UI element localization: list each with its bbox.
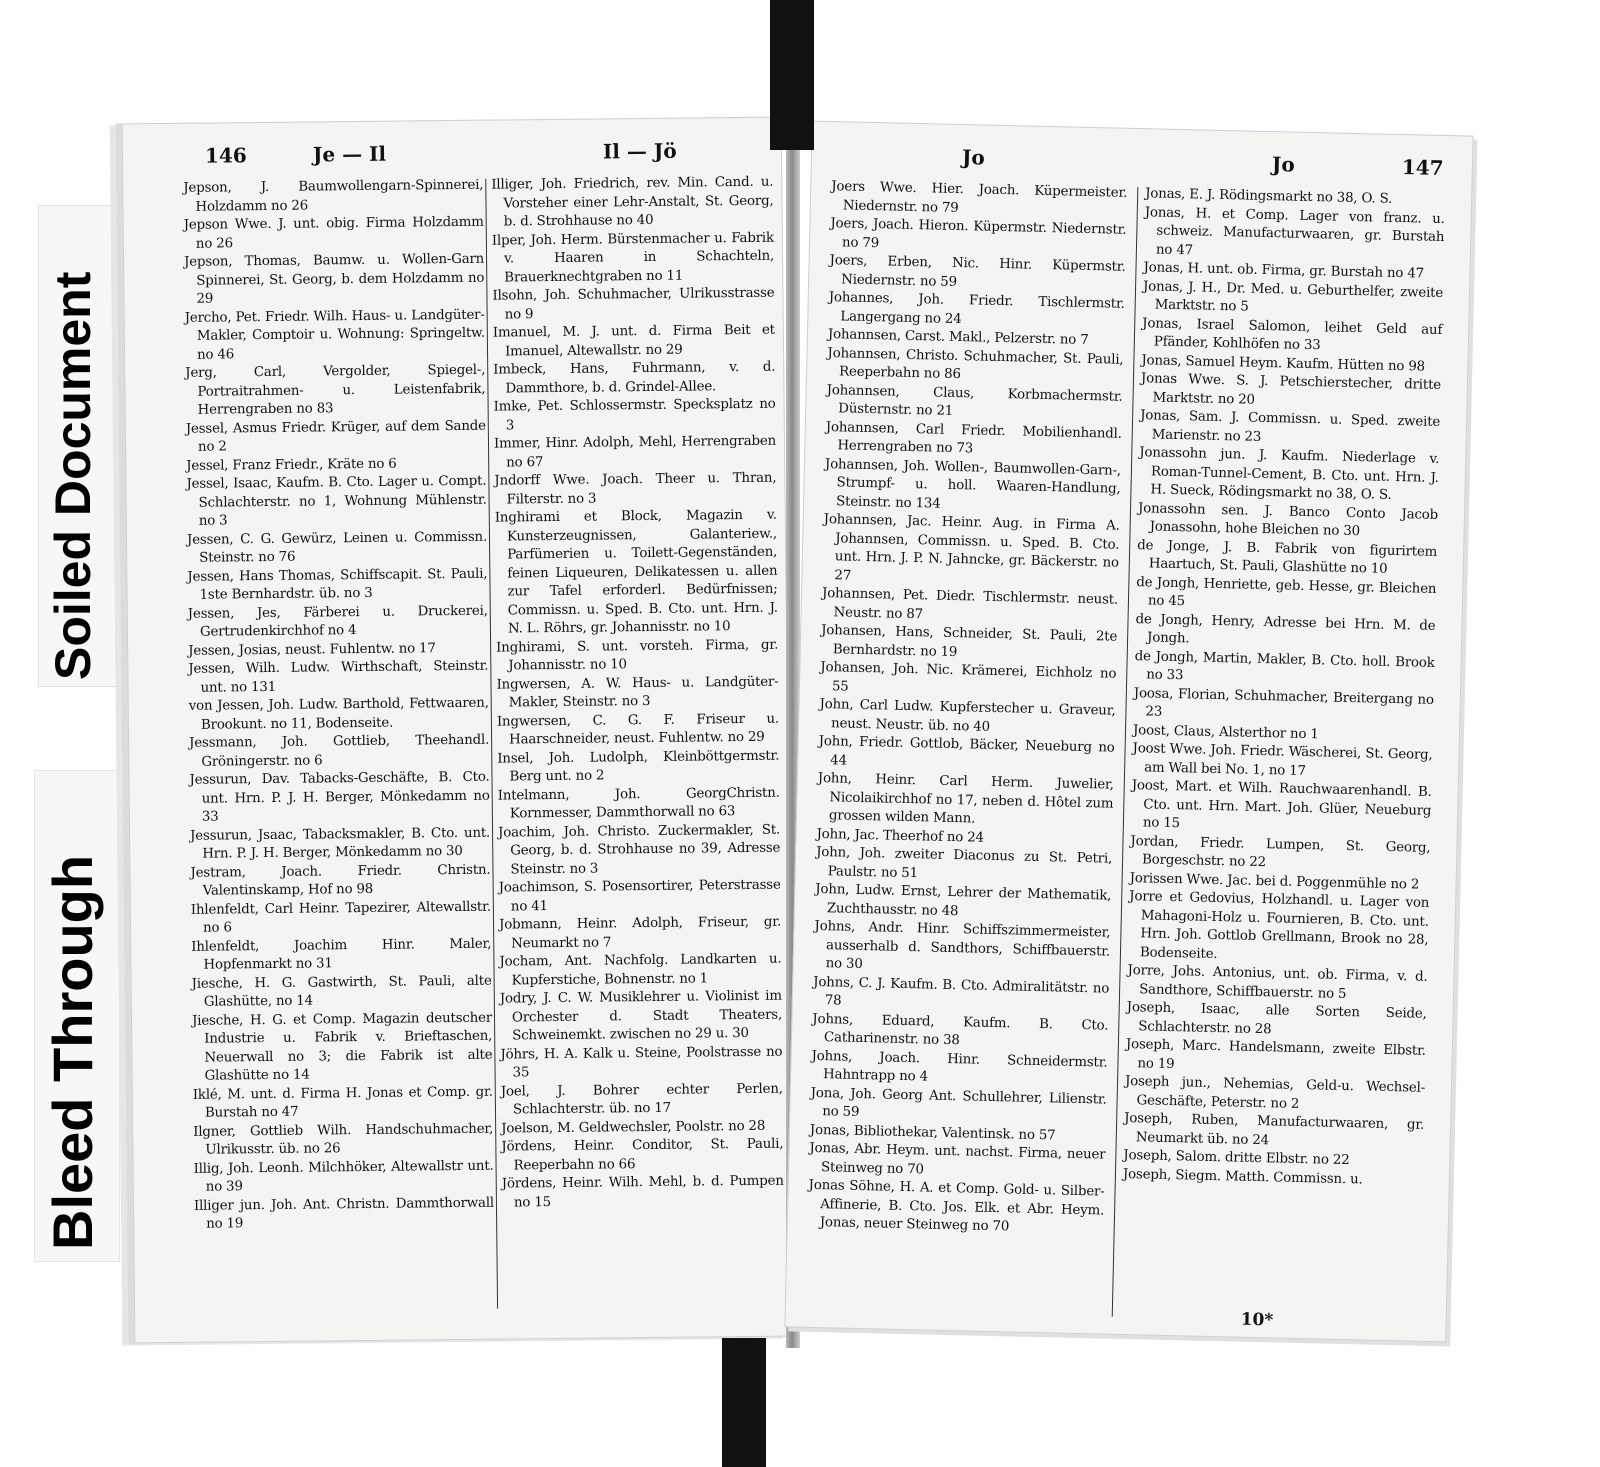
- directory-entry: Jonas, J. H., Dr. Med. u. Geburthelfer, zweite Marktstr. no 5: [1142, 278, 1444, 315]
- book-spread: [118, 108, 1478, 1348]
- directory-entry: Jessmann, Joh. Gottlieb, Theehandl. Gröningerstr. no 6: [189, 732, 490, 770]
- directory-entry: Joers, Joach. Hieron. Küpermstr. Niedernstr. no 79: [830, 216, 1127, 251]
- binding-tape-top: [770, 0, 814, 150]
- directory-entry: Inghirami et Block, Magazin v. Kunsterzeugnissen, Galanteriew., Parfümerien u. Toilett-Gegenständen, feinen Liqueuren, Delikatessen u. allen zur Tafel erforderl. Bedürfnissen; Commissn. u. Sped. B. Cto. unt. Hrn. J. N. L. Röhrs, gr. Johannisstr. no 10: [494, 507, 778, 637]
- page-number-right: 147: [1401, 155, 1444, 180]
- directory-entry: Johns, Joach. Hinr. Schneidermstr. Hahntrapp no 4: [811, 1048, 1108, 1085]
- directory-entry: Jndorff Wwe. Joach. Theer u. Thran, Filterstr. no 3: [494, 470, 777, 507]
- directory-entry: Jobmann, Heinr. Adolph, Friseur, gr. Neumarkt no 7: [498, 914, 782, 951]
- directory-entry: Ilgner, Gottlieb Wilh. Handschuhmacher, Ulrikusstr. üb. no 26: [193, 1121, 494, 1158]
- directory-entry: Jonassohn jun. J. Kaufm. Niederlage v. Roman-Tunnel-Cement, B. Cto. unt. Hrn. J. H. Sueck, Rödingsmarkt no 38, O. S.: [1139, 445, 1440, 503]
- directory-entry: Jessen, Hans Thomas, Schiffscapit. St. Pauli, 1ste Bernhardstr. üb. no 3: [187, 566, 488, 603]
- directory-entry: Jepson, J. Baumwollengarn-Spinnerei, Holzdamm no 26: [183, 177, 484, 215]
- directory-entry: Jessen, Josias, neust. Fuhlentw. no 17: [188, 640, 436, 659]
- directory-entry: Joosa, Florian, Schuhmacher, Breitergang no 23: [1133, 685, 1434, 720]
- directory-entry: Joseph, Salom. dritte Elbstr. no 22: [1123, 1147, 1350, 1169]
- directory-entry: Jiesche, H. G. et Comp. Magazin deutscher Industrie u. Fabrik v. Brieftaschen, Neuerwall no 3; die Fabrik ist alte Glashütte no 14: [191, 1010, 493, 1084]
- directory-entry: Jessel, Asmus Friedr. Krüger, auf dem Sande no 2: [185, 418, 486, 455]
- directory-entry: John, Jac. Theerhof no 24: [816, 826, 984, 846]
- directory-entry: Jestram, Joach. Friedr. Christn. Valentinskamp, Hof no 98: [190, 862, 491, 899]
- directory-entry: Ihlenfeldt, Joachim Hinr. Maler, Hopfenmarkt no 31: [191, 936, 492, 973]
- directory-entry: Imanuel, M. J. unt. d. Firma Beit et Imanuel, Altewallstr. no 29: [492, 322, 775, 359]
- directory-entry: Jocham, Ant. Nachfolg. Landkarten u. Kupferstiche, Bohnenstr. no 1: [499, 951, 782, 988]
- bleed-through-label: Bleed Through: [41, 854, 104, 1250]
- left-page-column-2: [491, 174, 784, 1213]
- directory-entry: Joseph, Siegm. Matth. Commissn. u.: [1122, 1166, 1363, 1187]
- right-page-column-1: [808, 178, 1128, 1239]
- directory-entry: Jercho, Pet. Friedr. Wilh. Haus- u. Landgüter-Makler, Comptoir u. Wohnung: Springeltw. no 46: [184, 307, 485, 363]
- directory-entry: Jonas Wwe. S. J. Petschierstecher, dritte Marktstr. no 20: [1140, 371, 1442, 408]
- directory-entry: Jonas, Bibliothekar, Valentinsk. no 57: [809, 1122, 1056, 1143]
- binding-tape-bottom: [722, 1338, 766, 1467]
- directory-entry: Jepson, Thomas, Baumw. u. Wollen-Garn Spinnerei, St. Georg, b. dem Holzdamm no 29: [184, 251, 485, 307]
- directory-entry: Johns, Andr. Hinr. Schiffszimmermeister, ausserhalb d. Sandthors, Schiffbauerstr. no 30: [814, 918, 1111, 973]
- right-page: [784, 121, 1473, 1343]
- directory-entry: Jorissen Wwe. Jac. bei d. Poggenmühle no 2: [1129, 870, 1420, 893]
- directory-entry: Ihlenfeldt, Carl Heinr. Tapezirer, Altewallstr. no 6: [190, 899, 491, 936]
- directory-entry: Joost, Claus, Alsterthor no 1: [1132, 722, 1319, 742]
- directory-entry: Jessen, Jes, Färberei u. Druckerei, Gertrudenkirchhof no 4: [187, 603, 488, 640]
- directory-entry: Jessen, Wilh. Ludw. Wirthschaft, Steinstr. unt. no 131: [188, 658, 489, 696]
- directory-entry: Johansen, Joh. Nic. Krämerei, Eichholz no 55: [820, 659, 1117, 695]
- directory-entry: Joachimson, S. Posensortirer, Peterstrasse no 41: [498, 877, 781, 914]
- right-page-column-2: [1123, 185, 1446, 1191]
- directory-entry: John, Joh. zweiter Diaconus zu St. Petri, Paulstr. no 51: [816, 844, 1113, 881]
- directory-entry: Illig, Joh. Leonh. Milchhöker, Altewallstr unt. no 39: [193, 1158, 494, 1195]
- directory-entry: Jöhrs, H. A. Kalk u. Steine, Poolstrasse no 35: [500, 1044, 783, 1081]
- directory-entry: de Jongh, Henriette, geb. Hesse, gr. Bleichen no 45: [1136, 574, 1437, 610]
- directory-entry: Jördens, Heinr. Conditor, St. Pauli, Reeperbahn no 66: [501, 1136, 784, 1173]
- directory-entry: Jonas, H. et Comp. Lager von franz. u. schweiz. Manufacturwaaren, gr. Burstah no 47: [1144, 204, 1445, 258]
- directory-entry: Jessel, Isaac, Kaufm. B. Cto. Lager u. Compt. Schlachterstr. no 1, Wohnung Mühlenstr. no 3: [186, 473, 487, 529]
- directory-entry: Jonas, E. J. Rödingsmarkt no 38, O. S.: [1145, 186, 1393, 207]
- directory-entry: Joers, Erben, Nic. Hinr. Küpermstr. Niedernstr. no 59: [829, 253, 1126, 290]
- directory-entry: Illiger jun. Joh. Ant. Christn. Dammthorwall no 19: [193, 1195, 495, 1232]
- directory-entry: Jerg, Carl, Vergolder, Spiegel-, Portraitrahmen- u. Leistenfabrik, Herrengraben no 83: [185, 362, 486, 418]
- directory-entry: Ilper, Joh. Herm. Bürstenmacher u. Fabrik v. Haaren in Schachteln, Brauerknechtgraben no 11: [491, 230, 775, 285]
- directory-entry: Johansen, Hans, Schneider, St. Pauli, 2te Bernhardstr. no 19: [821, 622, 1118, 660]
- page-number-left: 146: [204, 143, 247, 168]
- directory-entry: Jepson Wwe. J. unt. obig. Firma Holzdamm no 26: [183, 214, 484, 252]
- directory-entry: Jodry, J. C. W. Musiklehrer u. Violinist im Orchester d. Stadt Theaters, Schweinemkt. zwischen no 29 u. 30: [499, 988, 783, 1044]
- directory-entry: Iklé, M. unt. d. Firma H. Jonas et Comp. gr. Burstah no 47: [192, 1084, 493, 1121]
- directory-entry: Jonas, Israel Salomon, leihet Geld auf Pfänder, Kohlhöfen no 33: [1142, 315, 1443, 354]
- directory-entry: Jiesche, H. G. Gastwirth, St. Pauli, alte Glashütte, no 14: [191, 973, 492, 1010]
- directory-entry: Johannsen, Pet. Diedr. Tischlermstr. neust. Neustr. no 87: [821, 586, 1119, 622]
- directory-entry: von Jessen, Joh. Ludw. Barthold, Fettwaaren, Brookunt. no 11, Bodenseite.: [188, 695, 489, 733]
- directory-entry: Joseph, Ruben, Manufacturwaaren, gr. Neumarkt üb. no 24: [1124, 1110, 1425, 1148]
- directory-entry: Imke, Pet. Schlossermstr. Specksplatz no 3: [493, 396, 776, 433]
- directory-entry: Joelson, M. Geldwechsler, Poolstr. no 28: [501, 1118, 766, 1137]
- directory-entry: Joseph jun., Nehemias, Geld-u. Wechsel-Geschäfte, Peterstr. no 2: [1124, 1074, 1426, 1112]
- directory-entry: Ingwersen, C. G. F. Friseur u. Haarschneider, neust. Fuhlentw. no 29: [496, 711, 779, 748]
- directory-entry: John, Heinr. Carl Herm. Juwelier, Nicolaikirchhof no 17, neben d. Hôtel zum grossen wilden Mann.: [817, 770, 1114, 827]
- left-header-range-2: Il — Jö: [602, 138, 677, 164]
- directory-entry: Joachim, Joh. Christo. Zuckermakler, St. Georg, b. d. Strohhause no 39, Adresse Steinstr. no 3: [497, 822, 781, 877]
- directory-entry: Johns, Eduard, Kaufm. B. Cto. Catharinenstr. no 38: [812, 1011, 1109, 1049]
- directory-entry: Intelmann, Joh. GeorgChristn. Kornmesser, Dammthorwall no 63: [497, 785, 780, 822]
- directory-entry: John, Ludw. Ernst, Lehrer der Mathematik, Zuchthausstr. no 48: [815, 881, 1112, 919]
- directory-entry: Jessurun, Jsaac, Tabacksmakler, B. Cto. unt. Hrn. P. J. H. Berger, Mönkedamm no 30: [190, 825, 491, 862]
- directory-entry: Joel, J. Bohrer echter Perlen, Schlachterstr. üb. no 17: [500, 1081, 783, 1118]
- left-page-header: [123, 138, 781, 179]
- directory-entry: de Jonge, J. B. Fabrik von figurirtem Haartuch, St. Pauli, Glashütte no 10: [1137, 537, 1438, 577]
- directory-entry: Johns, C. J. Kaufm. B. Cto. Admiralitätstr. no 78: [813, 974, 1110, 1009]
- signature-mark: 10*: [1240, 1309, 1274, 1331]
- directory-entry: Johannsen, Christo. Schuhmacher, St. Pauli, Reeperbahn no 86: [827, 345, 1124, 383]
- directory-entry: Johannsen, Joh. Wollen-, Baumwollen-Garn-, Strumpf- u. holl. Waaren-Handlung, Steinstr. no 134: [824, 456, 1122, 512]
- directory-entry: Johannes, Joh. Friedr. Tischlermstr. Langergang no 24: [828, 290, 1125, 327]
- left-page: [122, 117, 795, 1344]
- directory-entry: de Jongh, Henry, Adresse bei Hrn. M. de Jongh.: [1135, 611, 1436, 647]
- directory-entry: Jonas, Sam. J. Commissn. u. Sped. zweite Marienstr. no 23: [1139, 408, 1441, 445]
- directory-entry: Joost, Mart. et Wilh. Rauchwaarenhandl. B. Cto. unt. Hrn. Mart. Joh. Glüer, Neueburg no 15: [1131, 778, 1432, 832]
- directory-entry: Inghirami, S. unt. vorsteh. Firma, gr. Johannisstr. no 10: [496, 637, 779, 674]
- directory-entry: Jordan, Friedr. Lumpen, St. Georg, Borgeschstr. no 22: [1130, 833, 1431, 871]
- directory-entry: Jonas, Samuel Heym. Kaufm. Hütten no 98: [1141, 352, 1426, 375]
- directory-entry: Jonas Söhne, H. A. et Comp. Gold- u. Silber-Affinerie, B. Cto. Jos. Elk. et Abr. Heym. Jonas, neuer Steinweg no 70: [808, 1177, 1105, 1235]
- left-header-range-1: Je — Il: [312, 141, 387, 167]
- directory-entry: John, Friedr. Gottlob, Bäcker, Neueburg no 44: [818, 733, 1115, 769]
- directory-entry: Joers Wwe. Hier. Joach. Küpermeister. Niedernstr. no 79: [831, 179, 1128, 216]
- directory-entry: Jessen, C. G. Gewürz, Leinen u. Commissn. Steinstr. no 76: [186, 529, 488, 566]
- directory-entry: Johannsen, Carl Friedr. Mobilienhandl. Herrengraben no 73: [825, 419, 1122, 457]
- directory-entry: John, Carl Ludw. Kupferstecher u. Graveur, neust. Neustr. üb. no 40: [819, 696, 1116, 735]
- directory-entry: Joost Wwe. Joh. Friedr. Wäscherei, St. Georg, am Wall bei No. 1, no 17: [1132, 741, 1433, 779]
- directory-entry: Johannsen, Jac. Heinr. Aug. in Firma A. Johannsen, Commissn. u. Sped. B. Cto. unt. Hrn. J. P. N. Jahncke, gr. Bäckerstr. no 27: [823, 512, 1120, 584]
- directory-entry: Jonassohn sen. J. Banco Conto Jacob Jonassohn, hohe Bleichen no 30: [1137, 500, 1439, 540]
- directory-entry: Jördens, Heinr. Wilh. Mehl, b. d. Pumpen no 15: [501, 1173, 784, 1210]
- right-header-range-2: Jo: [1271, 152, 1295, 177]
- directory-entry: Ilsohn, Joh. Schuhmacher, Ulrikusstrasse no 9: [492, 285, 775, 322]
- directory-entry: de Jongh, Martin, Makler, B. Cto. holl. Brook no 33: [1134, 648, 1435, 684]
- directory-entry: Jorre et Gedovius, Holzhandl. u. Lager von Mahagoni-Holz u. Fournieren, B. Cto. unt. Hrn. Joh. Gottlob Grellmann, Brook no 28, Bodenseite.: [1129, 889, 1430, 962]
- directory-entry: Jessurun, Dav. Tabacks-Geschäfte, B. Cto. unt. Hrn. P. J. H. Berger, Mönkedamm no 33: [189, 769, 490, 825]
- directory-entry: Joseph, Isaac, alle Sorten Seide, Schlachterstr. no 28: [1126, 1000, 1427, 1037]
- directory-entry: Insel, Joh. Ludolph, Kleinböttgermstr. Berg unt. no 2: [497, 748, 780, 785]
- directory-entry: Jorre, Johs. Antonius, unt. ob. Firma, v. d. Sandthore, Schiffbauerstr. no 5: [1127, 963, 1428, 1002]
- directory-entry: Johannsen, Claus, Korbmachermstr. Düsternstr. no 21: [826, 382, 1123, 419]
- directory-entry: Imbeck, Hans, Fuhrmann, v. d. Dammthore, b. d. Grindel-Allee.: [493, 359, 776, 396]
- directory-entry: Jona, Joh. Georg Ant. Schullehrer, Lilienstr. no 59: [810, 1085, 1107, 1120]
- directory-entry: Immer, Hinr. Adolph, Mehl, Herrengraben no 67: [493, 433, 777, 470]
- directory-entry: Johannsen, Carst. Makl., Pelzerstr. no 7: [827, 327, 1089, 348]
- directory-entry: Ingwersen, A. W. Haus- u. Landgüter-Makler, Steinstr. no 3: [496, 674, 779, 711]
- directory-entry: Joseph, Marc. Handelsmann, zweite Elbstr. no 19: [1125, 1037, 1426, 1072]
- directory-entry: Illiger, Joh. Friedrich, rev. Min. Cand. u. Vorsteher einer Lehr-Anstalt, St. Georg, b. d. Strohhause no 40: [491, 174, 774, 230]
- right-header-range-1: Jo: [961, 145, 986, 170]
- directory-entry: Jonas, H. unt. ob. Firma, gr. Burstah no 47: [1143, 260, 1425, 282]
- directory-entry: Jessel, Franz Friedr., Kräte no 6: [186, 456, 397, 474]
- soiled-document-label: Soiled Document: [45, 271, 101, 680]
- directory-entry: Jonas, Abr. Heym. unt. nachst. Firma, neuer Steinweg no 70: [809, 1140, 1106, 1177]
- left-page-column-1: [183, 177, 494, 1235]
